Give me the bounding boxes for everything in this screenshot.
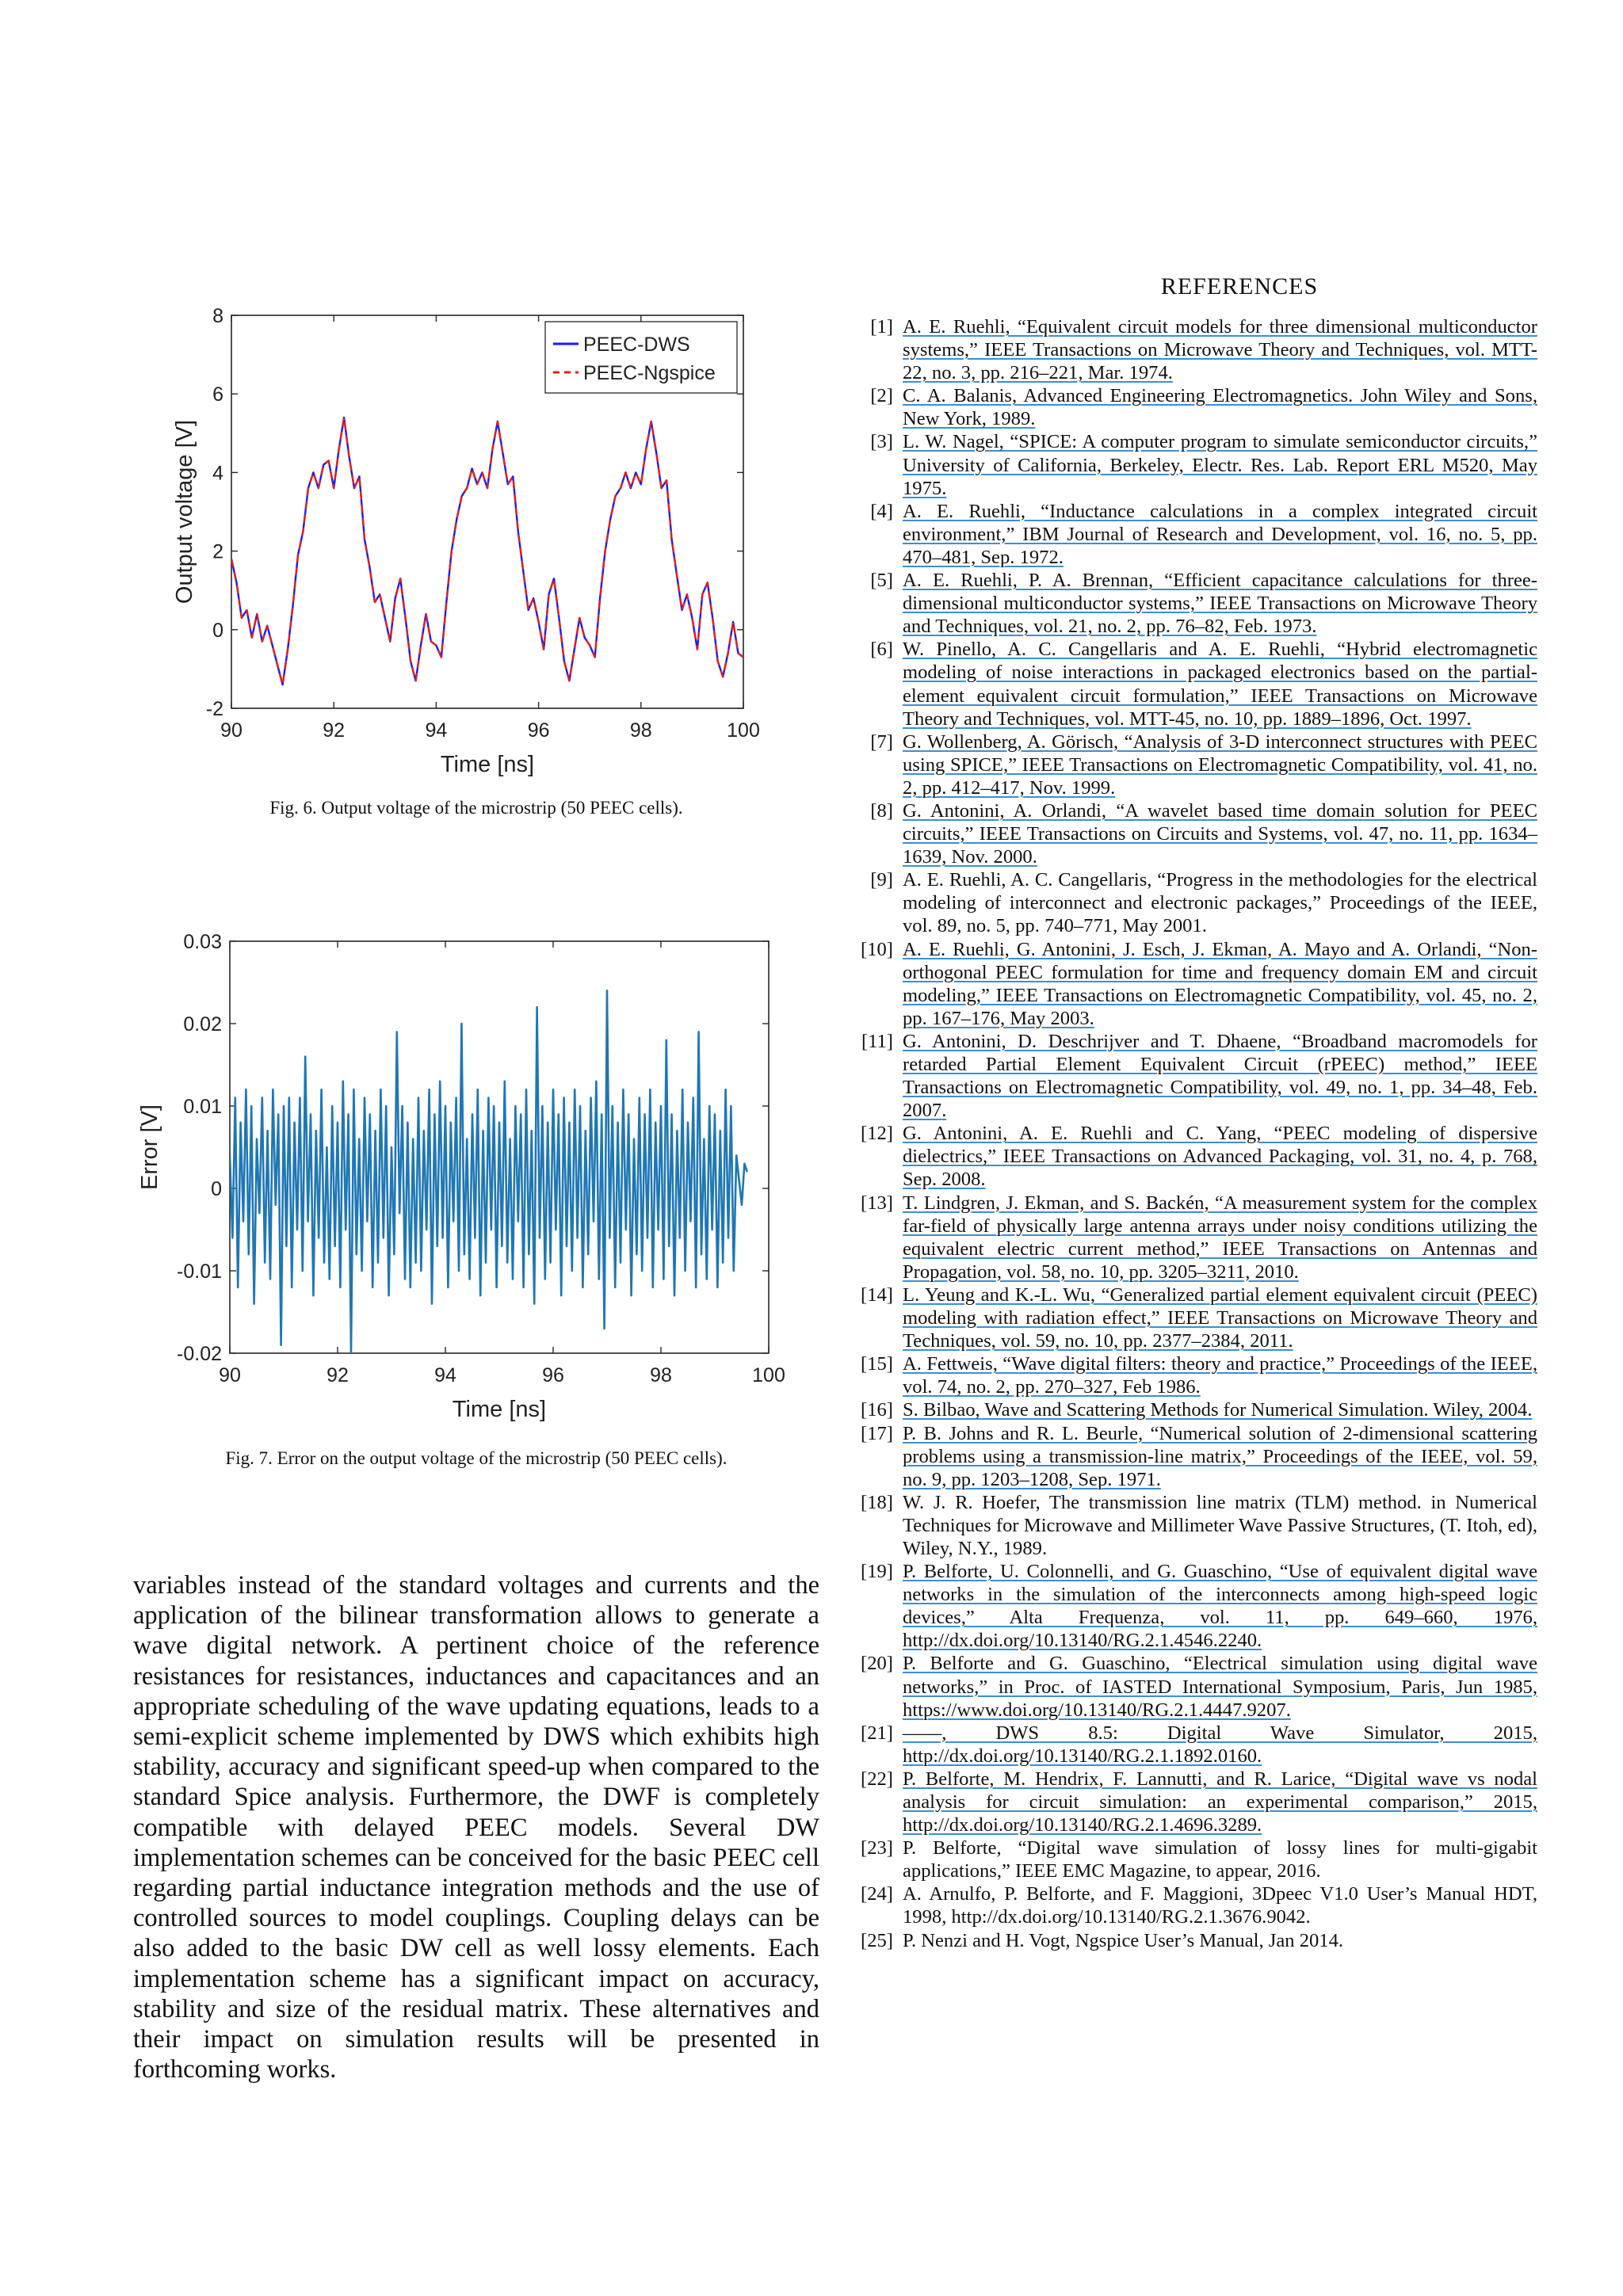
reference-item xyxy=(850,1560,1537,1652)
y-tick-label: 4 xyxy=(212,462,223,485)
reference-item xyxy=(850,500,1537,569)
reference-number: [2] xyxy=(870,385,893,407)
reference-item xyxy=(850,638,1537,730)
reference-text[interactable]: C. A. Balanis, Advanced Engineering Electromagnetics. John Wiley and Sons, New York, 1989. xyxy=(903,385,1537,430)
fig6-chart xyxy=(158,301,777,776)
reference-text[interactable]: T. Lindgren, J. Ekman, and S. Backén, “A measurement system for the complex far-field of physically large antenna arrays under noisy conditions utilizing the equivalent electric current method,” IEEE Transactions on Antennas and Propagation, vol. 58, no. 10, pp. 3205–3211, 2010. xyxy=(903,1192,1537,1283)
reference-number: [15] xyxy=(861,1353,893,1375)
reference-text: W. J. R. Hoefer, The transmission line matrix (TLM) method. in Numerical Techniques for Microwave and Millimeter Wave Passive Structures, (T. Itoh, ed), Wiley, N.Y., 1989. xyxy=(903,1491,1537,1559)
reference-number: [19] xyxy=(861,1561,893,1583)
reference-item xyxy=(850,938,1537,1030)
reference-item xyxy=(850,1192,1537,1283)
reference-item xyxy=(850,315,1537,384)
reference-number: [23] xyxy=(861,1837,893,1859)
figure-6-caption: Fig. 6. Output voltage of the microstrip (50 PEEC cells). xyxy=(269,798,683,818)
reference-text[interactable]: A. E. Ruehli, “Inductance calculations in a complex integrated circuit environment,” IBM Journal of Research and Development, vol. 16, no. 5, pp. 470–481, Sep. 1972. xyxy=(903,500,1537,568)
x-tick-label: 92 xyxy=(327,1364,349,1386)
legend-label: PEEC-Ngspice xyxy=(583,362,716,384)
reference-text[interactable]: G. Antonini, A. Orlandi, “A wavelet based time domain solution for PEEC circuits,” IEEE Transactions on Circuits and Systems, vol. 47, no. 11, pp. 1634–1639, Nov. 2000. xyxy=(903,799,1537,868)
reference-item xyxy=(850,1352,1537,1398)
x-tick-label: 100 xyxy=(727,719,760,742)
figure-7 xyxy=(135,927,792,1426)
reference-text[interactable]: A. E. Ruehli, G. Antonini, J. Esch, J. Ekman, A. Mayo and A. Orlandi, “Non-orthogonal PEEC formulation for time and frequency domain EM and circuit modeling,” IEEE Transactions on Electromagnetic Compatibility, vol. 45, no. 2, pp. 167–176, May 2003. xyxy=(903,938,1537,1029)
fig7-chart xyxy=(135,927,792,1426)
reference-number: [20] xyxy=(861,1653,893,1675)
reference-item xyxy=(850,1491,1537,1560)
reference-text[interactable]: G. Antonini, A. E. Ruehli and C. Yang, “PEEC modeling of dispersive dielectrics,” IEEE Transactions on Advanced Packaging, vol. 31, no. 4, p. 768, Sep. 2008. xyxy=(903,1123,1537,1191)
x-tick-label: 90 xyxy=(220,719,242,742)
reference-text: A. E. Ruehli, A. C. Cangellaris, “Progress in the methodologies for the electrical modeling of interconnect and electronic packages,” Proceedings of the IEEE, vol. 89, no. 5, pp. 740–771, May 2001. xyxy=(903,869,1537,937)
references-list xyxy=(850,315,1537,1952)
reference-item xyxy=(850,1768,1537,1836)
reference-item xyxy=(850,1122,1537,1191)
reference-text[interactable]: P. Belforte, U. Colonnelli, and G. Guaschino, “Use of equivalent digital wave networks in the simulation of the interconnects among high-speed logic devices,” Alta Frequenza, vol. 11, pp. 649–660, 1976, http://dx.doi.org/10.13140/RG.2.1.4546.2240. xyxy=(903,1561,1537,1652)
reference-text[interactable]: P. Belforte, M. Hendrix, F. Lannutti, and R. Larice, “Digital wave vs nodal analysis for circuit simulation: an experimental comparison,” 2015, http://dx.doi.org/10.13140/RG.2.1.4696.3289. xyxy=(903,1768,1537,1836)
y-tick-label: -0.02 xyxy=(177,1343,222,1365)
reference-item xyxy=(850,799,1537,868)
reference-number: [18] xyxy=(861,1491,893,1513)
reference-number: [12] xyxy=(861,1123,893,1145)
references-title: REFERENCES xyxy=(1160,273,1319,299)
reference-text[interactable]: P. B. Johns and R. L. Beurle, “Numerical solution of 2-dimensional scattering problems using a transmission-line matrix,” Proceedings of the IEEE, vol. 59, no. 9, pp. 1203–1208, Sep. 1971. xyxy=(903,1422,1537,1490)
reference-text[interactable]: A. E. Ruehli, P. A. Brennan, “Efficient capacitance calculations for three-dimensional multiconductor systems,” IEEE Transactions on Microwave Theory and Techniques, vol. 21, no. 2, pp. 76–82, Feb. 1973. xyxy=(903,570,1537,638)
reference-number: [11] xyxy=(861,1030,893,1052)
y-tick-label: 2 xyxy=(212,540,223,563)
y-tick-label: 0 xyxy=(212,619,223,642)
reference-text: A. Arnulfo, P. Belforte, and F. Maggioni, 3Dpeec V1.0 User’s Manual HDT, 1998, http://dx.doi.org/10.13140/RG.2.1.3676.9042. xyxy=(903,1883,1537,1928)
reference-number: [22] xyxy=(861,1768,893,1790)
x-tick-label: 90 xyxy=(219,1364,241,1386)
reference-number: [1] xyxy=(870,316,893,338)
references-heading xyxy=(856,273,1623,300)
reference-text[interactable]: ——, DWS 8.5: Digital Wave Simulator, 2015, http://dx.doi.org/10.13140/RG.2.1.1892.0160. xyxy=(903,1722,1537,1767)
reference-text[interactable]: G. Antonini, D. Deschrijver and T. Dhaene, “Broadband macromodels for retarded Partial Element Equivalent Circuit (rPEEC) method,” IEEE Transactions on Electromagnetic Compatibility, vol. 49, no. 1, pp. 34–48, Feb. 2007. xyxy=(903,1030,1537,1122)
reference-number: [3] xyxy=(870,431,893,453)
y-tick-label: 0.03 xyxy=(183,931,222,953)
reference-item xyxy=(850,1398,1537,1421)
body-paragraph: variables instead of the standard voltages and currents and the application of the bilinear transformation allows to generate a wave digital network. A pertinent choice of the reference resistances for resistances, inductances and capacitances and an appropriate scheduling of the wave updating equations, leads to a semi-explicit scheme implemented by DWS which exhibits high stability, accuracy and significant speed-up when compared to the standard Spice analysis. Furthermore, the DWF is completely compatible with delayed PEEC models. Several DW implementation schemes can be conceived for the basic PEEC cell regarding partial inductance integration methods and the use of controlled sources to model couplings. Coupling delays can be also added to the basic DW cell as well lossy elements. Each implementation scheme has a significant impact on accuracy, stability and size of the residual matrix. These alternatives and their impact on simulation results will be presented in forthcoming works. xyxy=(133,1571,819,2084)
reference-item xyxy=(850,1422,1537,1491)
reference-item xyxy=(850,1882,1537,1928)
reference-text[interactable]: S. Bilbao, Wave and Scattering Methods for Numerical Simulation. Wiley, 2004. xyxy=(903,1399,1533,1421)
reference-text[interactable]: L. W. Nagel, “SPICE: A computer program to simulate semiconductor circuits,” University of California, Berkeley, Electr. Res. Lab. Report ERL M520, May 1975. xyxy=(903,431,1537,499)
reference-text[interactable]: L. Yeung and K.-L. Wu, “Generalized partial element equivalent circuit (PEEC) modeling with radiation effect,” IEEE Transactions on Microwave Theory and Techniques, vol. 59, no. 10, pp. 2377–2384, 2011. xyxy=(903,1283,1537,1352)
x-axis-label: Time [ns] xyxy=(440,752,535,776)
figure-6 xyxy=(158,301,777,776)
reference-item xyxy=(850,384,1537,430)
reference-item xyxy=(850,1929,1537,1952)
x-tick-label: 96 xyxy=(527,719,550,742)
y-tick-label: 0 xyxy=(211,1178,222,1200)
reference-item xyxy=(850,1030,1537,1122)
y-tick-label: -2 xyxy=(205,698,223,720)
reference-text[interactable]: G. Wollenberg, A. Görisch, “Analysis of 3-D interconnect structures with PEEC using SPICE,” IEEE Transactions on Electromagnetic Compatibility, vol. 41, no. 2, pp. 412–417, Nov. 1999. xyxy=(903,730,1537,799)
reference-number: [8] xyxy=(870,799,893,822)
reference-text[interactable]: P. Belforte and G. Guaschino, “Electrical simulation using digital wave networks,” in Proc. of IASTED International Symposium, Paris, Jun 1985, https://www.doi.org/10.13140/RG.2.1.4447.9207. xyxy=(903,1653,1537,1721)
figure-7-caption: Fig. 7. Error on the output voltage of the microstrip (50 PEEC cells). xyxy=(225,1448,727,1468)
reference-number: [13] xyxy=(861,1192,893,1214)
reference-number: [6] xyxy=(870,639,893,661)
reference-number: [4] xyxy=(870,500,893,522)
y-tick-label: 8 xyxy=(212,305,223,327)
x-tick-label: 94 xyxy=(425,719,448,742)
reference-item xyxy=(850,569,1537,638)
reference-text[interactable]: A. E. Ruehli, “Equivalent circuit models for three dimensional multiconductor systems,” IEEE Transactions on Microwave Theory and Techniques, vol. MTT-22, no. 3, pp. 216–221, Mar. 1974. xyxy=(903,316,1537,384)
reference-number: [24] xyxy=(861,1883,893,1905)
x-tick-label: 94 xyxy=(434,1364,456,1386)
reference-number: [21] xyxy=(861,1722,893,1744)
reference-item xyxy=(850,868,1537,937)
y-tick-label: 0.01 xyxy=(183,1096,222,1118)
y-axis-label: Error [V] xyxy=(137,1104,162,1190)
reference-number: [5] xyxy=(870,570,893,592)
reference-text[interactable]: A. Fettweis, “Wave digital filters: theory and practice,” Proceedings of the IEEE, vol. 74, no. 2, pp. 270–327, Feb 1986. xyxy=(903,1353,1537,1398)
reference-item xyxy=(850,1283,1537,1352)
reference-number: [17] xyxy=(861,1422,893,1444)
reference-number: [10] xyxy=(861,938,893,960)
reference-number: [25] xyxy=(861,1929,893,1951)
y-axis-label: Output voltage [V] xyxy=(172,419,197,605)
y-tick-label: 6 xyxy=(212,383,223,406)
x-tick-label: 100 xyxy=(752,1364,785,1386)
reference-number: [9] xyxy=(870,869,893,891)
reference-number: [14] xyxy=(861,1283,893,1306)
reference-item xyxy=(850,1652,1537,1721)
reference-number: [16] xyxy=(861,1399,893,1421)
legend-label: PEEC-DWS xyxy=(583,334,690,356)
reference-item xyxy=(850,1836,1537,1882)
x-tick-label: 92 xyxy=(323,719,346,742)
reference-item xyxy=(850,730,1537,799)
reference-text: P. Belforte, “Digital wave simulation of lossy lines for multi-gigabit applications,” IEEE EMC Magazine, to appear, 2016. xyxy=(903,1837,1537,1882)
x-tick-label: 98 xyxy=(629,719,652,742)
reference-item xyxy=(850,1722,1537,1768)
y-tick-label: 0.02 xyxy=(183,1013,222,1035)
x-axis-label: Time [ns] xyxy=(452,1397,547,1422)
reference-text: P. Nenzi and H. Vogt, Ngspice User’s Manual, Jan 2014. xyxy=(903,1929,1344,1951)
x-tick-label: 98 xyxy=(650,1364,672,1386)
reference-number: [7] xyxy=(870,730,893,753)
x-tick-label: 96 xyxy=(542,1364,564,1386)
reference-item xyxy=(850,430,1537,499)
y-tick-label: -0.01 xyxy=(177,1261,222,1283)
reference-text[interactable]: W. Pinello, A. C. Cangellaris and A. E. Ruehli, “Hybrid electromagnetic modeling of noise interactions in packaged electronics based on the partial-element equivalent circuit formulation,” IEEE Transactions on Microwave Theory and Techniques, vol. MTT-45, no. 10, pp. 1889–1896, Oct. 1997. xyxy=(903,639,1537,730)
